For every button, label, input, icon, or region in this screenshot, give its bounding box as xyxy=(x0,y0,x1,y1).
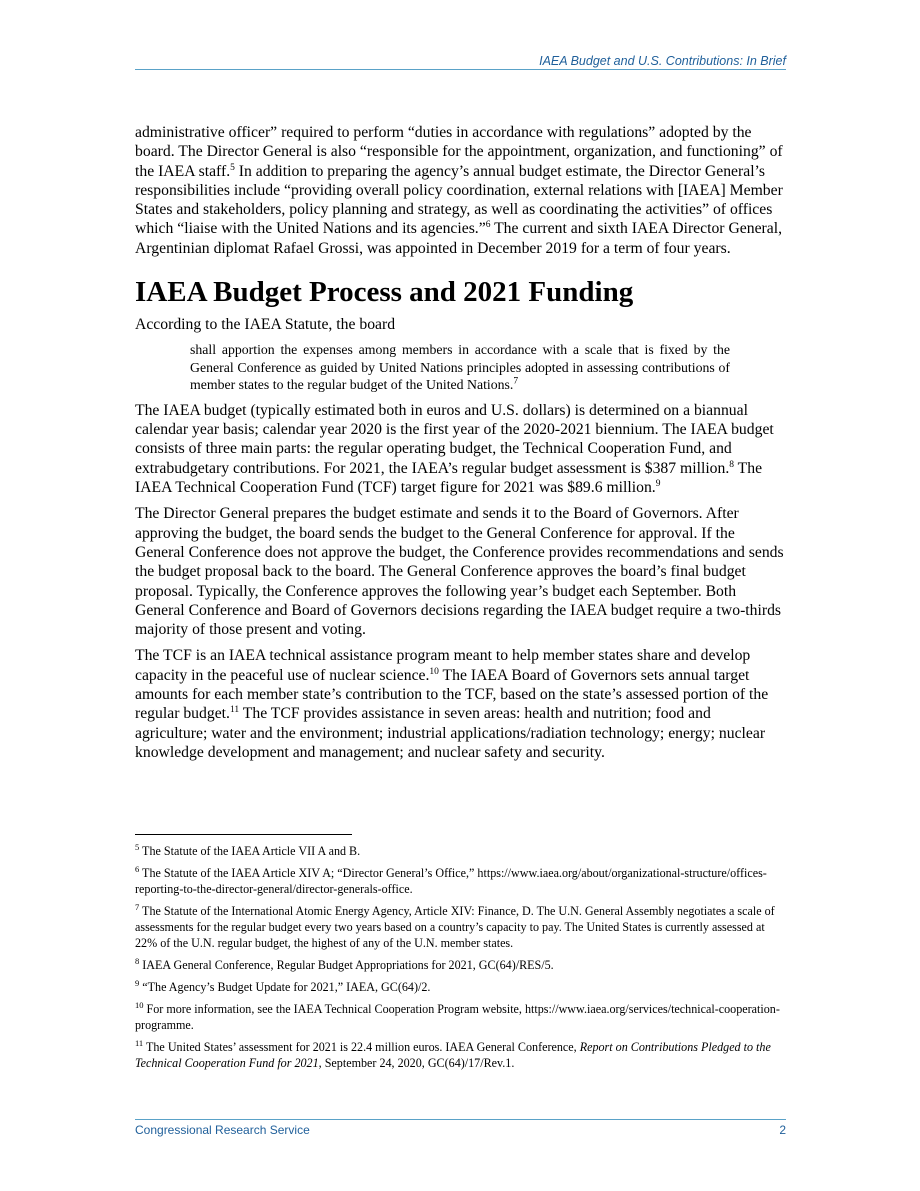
footnote-text-tail: , September 24, 2020, GC(64)/17/Rev.1. xyxy=(318,1056,515,1070)
footnote-text: The Statute of the IAEA Article VII A and B. xyxy=(139,844,361,858)
lead-in-paragraph: According to the IAEA Statute, the board xyxy=(135,316,396,334)
footnote-ref-5[interactable]: 5 xyxy=(230,162,235,173)
tcf-text-a: The TCF is an IAEA technical assistance program meant to help member states share and develop capacity in the peaceful use of nuclear science. xyxy=(135,647,751,684)
footnote-item xyxy=(135,843,786,859)
footnote-text: The United States’ assessment for 2021 is 22.4 million euros. IAEA General Conference, xyxy=(143,1040,580,1054)
director-paragraph: The Director General prepares the budget estimate and sends it to the Board of Governors. After approving the budget, the board sends the budget to the General Conference for approval. If the General Conference does not approve the budget, the Conference provides recommendations and sends the budget proposal back to the board. The General Conference approves the board’s final budget proposal. Typically, the Conference approves the following year’s budget each September. Both General Conference and Board of Governors decisions regarding the IAEA budget require a two-thirds majority of those present and voting. xyxy=(135,505,784,639)
footnote-number: 9 xyxy=(135,977,140,988)
footnote-item xyxy=(135,1001,786,1033)
footnote-ref-11[interactable]: 11 xyxy=(229,705,240,716)
footnote-item xyxy=(135,865,786,897)
budget-text-a: The IAEA budget (typically estimated both in euros and U.S. dollars) is determined on a biannual calendar year basis; calendar year 2020 is the first year of the 2020-2021 biennium. The IAEA budget consists of three main parts: the regular operating budget, the Technical Cooperation Fund, and extrabudgetary contributions. For 2021, the IAEA’s regular budget assessment is $387 million. xyxy=(135,401,774,477)
footnote-item xyxy=(135,957,786,973)
tcf-paragraph xyxy=(135,646,786,762)
footnote-text: For more information, see the IAEA Technical Cooperation Program website, https://www.iaea.org/services/technical-cooperation-programme. xyxy=(135,1002,780,1032)
budget-paragraph xyxy=(135,401,786,497)
footer-rule xyxy=(135,1119,786,1120)
footnote-text: The Statute of the International Atomic Energy Agency, Article XIV: Finance, D. The U.N. General Assembly negotiates a scale of assessments for the regular budget every two years based on a country’s capacity to pay. The United States is currently assessed at 22% of the U.N. regular budget, the highest of any of the U.N. member states. xyxy=(135,904,775,950)
footnote-number: 5 xyxy=(135,841,140,852)
footer-publisher: Congressional Research Service xyxy=(135,1123,310,1137)
statute-quote xyxy=(190,341,730,394)
running-header-title: IAEA Budget and U.S. Contributions: In Brief xyxy=(539,54,786,68)
footnote-ref-10[interactable]: 10 xyxy=(429,666,439,677)
footnote-separator xyxy=(135,834,352,835)
footnotes-list xyxy=(135,843,786,1077)
intro-text-b: In addition to preparing the agency’s annual budget estimate, the Director General’s responsibilities include “providing overall policy coordination, external relations with [IAEA] Member States and stakeholders, policy planning and strategy, as well as coordinating the activities” of offices which “liaise with the United Nations and its agencies.” xyxy=(135,162,783,238)
footnote-number: 8 xyxy=(135,955,140,966)
page-number: 2 xyxy=(779,1123,786,1137)
footnote-number: 11 xyxy=(135,1037,144,1048)
footnote-italic-title: Report on Contributions Pledged to the Technical Cooperation Fund for 2021 xyxy=(135,1040,771,1070)
intro-text-a: administrative officer” required to perform “duties in accordance with regulations” adopted by the board. The Director General is also “responsible for the appointment, organization, and functioning” of the IAEA staff. xyxy=(135,124,783,180)
footnote-ref-6[interactable]: 6 xyxy=(485,220,491,231)
footnote-item xyxy=(135,1039,786,1071)
section-heading: IAEA Budget Process and 2021 Funding xyxy=(135,276,634,309)
tcf-text-b: The IAEA Board of Governors sets annual target amounts for each member state’s contribution to the TCF, based on the state’s assessed portion of the regular budget. xyxy=(135,666,769,723)
footnote-number: 7 xyxy=(135,901,140,912)
quote-text: shall apportion the expenses among members in accordance with a scale that is fixed by the General Conference as guided by United Nations principles adopted in assessing contributions of member states to the regular budget of the United Nations. xyxy=(190,342,730,393)
footnote-ref-9[interactable]: 9 xyxy=(655,478,661,489)
footnote-text: “The Agency’s Budget Update for 2021,” IAEA, GC(64)/2. xyxy=(139,980,431,994)
intro-text-c: The current and sixth IAEA Director General, Argentinian diplomat Rafael Grossi, was appointed in December 2019 for a term of four years. xyxy=(135,220,783,257)
footnote-item xyxy=(135,903,786,951)
footnote-text: The Statute of the IAEA Article XIV A; “Director General’s Office,” https://www.iaea.org/about/organizational-structure/offices-reporting-to-the-director-general/director-generals-office. xyxy=(135,866,767,896)
footnote-ref-7[interactable]: 7 xyxy=(513,376,519,387)
footnote-text: IAEA General Conference, Regular Budget Appropriations for 2021, GC(64)/RES/5. xyxy=(139,958,554,972)
main-content xyxy=(135,123,786,769)
footnote-number: 10 xyxy=(135,999,144,1010)
intro-paragraph xyxy=(135,123,786,258)
budget-text-b: The IAEA Technical Cooperation Fund (TCF) target figure for 2021 was $89.6 million. xyxy=(135,459,763,497)
footnote-number: 6 xyxy=(135,863,140,874)
footnote-item xyxy=(135,979,786,995)
header-rule xyxy=(135,69,786,70)
tcf-text-c: The TCF provides assistance in seven areas: health and nutrition; food and agriculture; water and the environment; industrial applications/radiation technology; energy; nuclear knowledge development and management; and nuclear safety and security. xyxy=(135,705,766,761)
footnote-ref-8[interactable]: 8 xyxy=(729,459,735,470)
